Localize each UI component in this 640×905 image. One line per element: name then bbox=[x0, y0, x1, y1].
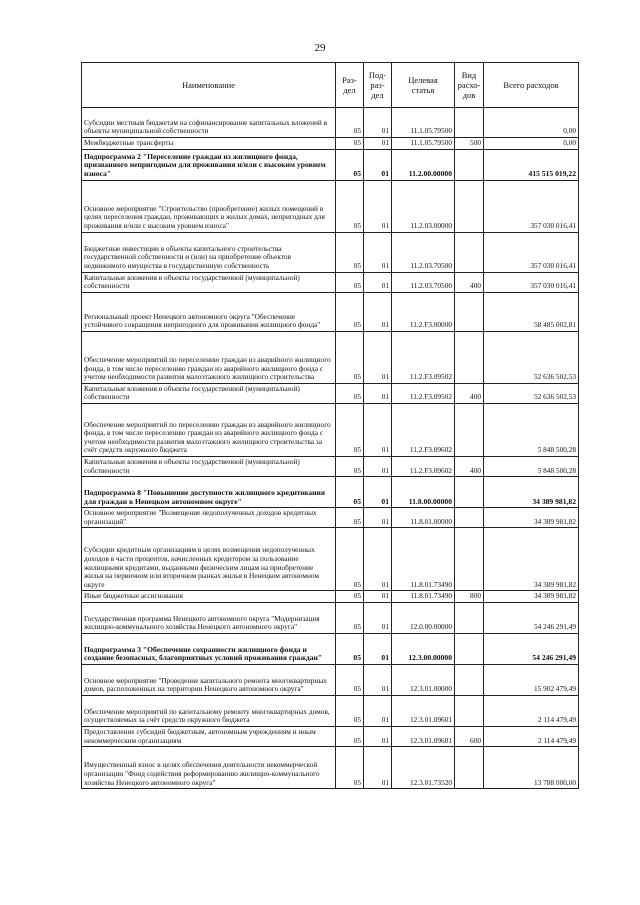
row-razdel-cell: 05 bbox=[336, 383, 364, 403]
row-razdel-cell: 05 bbox=[336, 403, 364, 456]
row-podrazdel-cell: 01 bbox=[364, 456, 392, 476]
row-celevaya-cell: 11.2.00.00000 bbox=[392, 149, 455, 180]
row-vid-cell: 400 bbox=[455, 272, 484, 292]
row-razdel-cell: 05 bbox=[336, 108, 364, 138]
row-name-cell: Региональный проект Ненецкого автономного округа "Обеспечение устойчивого сокращения непригодного для проживания жилищного фонда" bbox=[82, 292, 336, 331]
row-name-cell: Межбюджетные трансферты bbox=[82, 138, 336, 150]
row-name-cell: Капитальные вложения в объекты государственной (муниципальной) собственности bbox=[82, 383, 336, 403]
row-celevaya-cell: 11.2.F3.00000 bbox=[392, 292, 455, 331]
row-sum-cell: 54 246 291,49 bbox=[484, 602, 579, 633]
row-name-cell: Обеспечение мероприятий по переселению граждан из аварийного жилищного фонда, в том числе переселению граждан из аварийного жилищного фонда с учетом необходимости развития малоэтажного жилищного строительства bbox=[82, 331, 336, 383]
table-row bbox=[82, 726, 579, 746]
table-row bbox=[82, 180, 579, 232]
row-celevaya-cell: 12.3.01.00000 bbox=[392, 664, 455, 695]
row-podrazdel-cell: 01 bbox=[364, 747, 392, 789]
header-celevaya-statya: Целевая статья bbox=[392, 63, 455, 108]
row-celevaya-cell: 12.3.00.00000 bbox=[392, 633, 455, 664]
row-sum-cell: 52 636 502,53 bbox=[484, 383, 579, 403]
row-vid-cell bbox=[455, 180, 484, 232]
header-razdel: Раз- дел bbox=[336, 63, 364, 108]
row-razdel-cell: 05 bbox=[336, 232, 364, 272]
row-podrazdel-cell: 01 bbox=[364, 695, 392, 726]
row-name-cell: Основное мероприятие "Возмещение недополученных доходов кредитных организаций" bbox=[82, 508, 336, 528]
row-podrazdel-cell: 01 bbox=[364, 477, 392, 508]
row-podrazdel-cell: 01 bbox=[364, 591, 392, 603]
row-razdel-cell: 05 bbox=[336, 602, 364, 633]
row-sum-cell: 34 389 981,82 bbox=[484, 591, 579, 603]
row-vid-cell bbox=[455, 747, 484, 789]
row-name-cell: Обеспечение мероприятий по переселению граждан из аварийного жилищного фонда, в том числе переселению граждан из аварийного жилищного фонда с учетом необходимости развития малоэтажного жилищного строительства за счёт средств окружного бюджета bbox=[82, 403, 336, 456]
row-sum-cell: 415 515 019,22 bbox=[484, 149, 579, 180]
row-vid-cell bbox=[455, 528, 484, 591]
row-sum-cell: 54 246 291,49 bbox=[484, 633, 579, 664]
table-row bbox=[82, 108, 579, 138]
row-name-cell: Иные бюджетные ассигнования bbox=[82, 591, 336, 603]
table-row bbox=[82, 747, 579, 789]
table-row bbox=[82, 664, 579, 695]
row-podrazdel-cell: 01 bbox=[364, 180, 392, 232]
row-razdel-cell: 05 bbox=[336, 747, 364, 789]
row-podrazdel-cell: 01 bbox=[364, 292, 392, 331]
row-sum-cell: 2 114 479,49 bbox=[484, 695, 579, 726]
row-razdel-cell: 05 bbox=[336, 180, 364, 232]
row-vid-cell: 400 bbox=[455, 456, 484, 476]
row-vid-cell bbox=[455, 664, 484, 695]
table-row bbox=[82, 403, 579, 456]
row-sum-cell: 0,00 bbox=[484, 108, 579, 138]
row-celevaya-cell: 11.2.F3.09602 bbox=[392, 456, 455, 476]
row-podrazdel-cell: 01 bbox=[364, 528, 392, 591]
row-vid-cell bbox=[455, 331, 484, 383]
row-razdel-cell: 05 bbox=[336, 272, 364, 292]
row-name-cell: Капитальные вложения в объекты государственной (муниципальной) собственности bbox=[82, 272, 336, 292]
row-name-cell: Основное мероприятие "Строительство (приобретение) жилых помещений в целях переселения граждан, проживающих в жилых домах, непригодных для проживания и/или с высоким уровнем износа" bbox=[82, 180, 336, 232]
row-podrazdel-cell: 01 bbox=[364, 664, 392, 695]
row-sum-cell: 0,00 bbox=[484, 138, 579, 150]
row-vid-cell: 500 bbox=[455, 138, 484, 150]
table-row bbox=[82, 383, 579, 403]
row-sum-cell: 15 902 479,49 bbox=[484, 664, 579, 695]
row-razdel-cell: 05 bbox=[336, 664, 364, 695]
row-celevaya-cell: 11.8.01.00000 bbox=[392, 508, 455, 528]
table-row bbox=[82, 292, 579, 331]
table-row bbox=[82, 528, 579, 591]
row-celevaya-cell: 11.8.01.73490 bbox=[392, 591, 455, 603]
table-row bbox=[82, 331, 579, 383]
row-vid-cell bbox=[455, 695, 484, 726]
row-name-cell: Обеспечение мероприятий по капитальному ремонту многоквартирных домов, осуществляемых за счёт средств окружного бюджета bbox=[82, 695, 336, 726]
row-podrazdel-cell: 01 bbox=[364, 138, 392, 150]
row-vid-cell bbox=[455, 149, 484, 180]
row-name-cell: Капитальные вложения в объекты государственной (муниципальной) собственности bbox=[82, 456, 336, 476]
row-podrazdel-cell: 01 bbox=[364, 383, 392, 403]
table-row bbox=[82, 508, 579, 528]
row-razdel-cell: 05 bbox=[336, 633, 364, 664]
row-sum-cell: 58 485 002,81 bbox=[484, 292, 579, 331]
table-row bbox=[82, 138, 579, 150]
row-sum-cell: 357 030 016,41 bbox=[484, 272, 579, 292]
row-vid-cell bbox=[455, 477, 484, 508]
page-number: 29 bbox=[314, 42, 326, 54]
row-sum-cell: 34 389 981,82 bbox=[484, 508, 579, 528]
header-total: Всего расходов bbox=[484, 63, 579, 108]
header-podrazdel: Под- раз- дел bbox=[364, 63, 392, 108]
row-celevaya-cell: 11.2.F3.09602 bbox=[392, 403, 455, 456]
row-vid-cell: 800 bbox=[455, 591, 484, 603]
row-razdel-cell: 05 bbox=[336, 695, 364, 726]
row-celevaya-cell: 12.0.00.00000 bbox=[392, 602, 455, 633]
row-podrazdel-cell: 01 bbox=[364, 149, 392, 180]
row-vid-cell bbox=[455, 292, 484, 331]
row-vid-cell bbox=[455, 633, 484, 664]
row-name-cell: Бюджетные инвестиции в объекты капитального строительства государственной собственности и (или) на приобретение объектов недвижимого имущества в государственную собственность bbox=[82, 232, 336, 272]
table-row bbox=[82, 633, 579, 664]
row-razdel-cell: 05 bbox=[336, 508, 364, 528]
row-celevaya-cell: 12.3.01.09601 bbox=[392, 726, 455, 746]
row-vid-cell bbox=[455, 403, 484, 456]
table-row bbox=[82, 591, 579, 603]
row-sum-cell: 357 030 016,41 bbox=[484, 180, 579, 232]
row-podrazdel-cell: 01 bbox=[364, 602, 392, 633]
row-sum-cell: 357 030 016,41 bbox=[484, 232, 579, 272]
row-podrazdel-cell: 01 bbox=[364, 403, 392, 456]
row-razdel-cell: 05 bbox=[336, 138, 364, 150]
row-podrazdel-cell: 01 bbox=[364, 232, 392, 272]
row-celevaya-cell: 12.3.01.73520 bbox=[392, 747, 455, 789]
row-razdel-cell: 05 bbox=[336, 591, 364, 603]
header-vid-rashodov: Вид расхо- дов bbox=[455, 63, 484, 108]
row-celevaya-cell: 11.2.03.70500 bbox=[392, 232, 455, 272]
row-sum-cell: 5 848 500,28 bbox=[484, 456, 579, 476]
row-razdel-cell: 05 bbox=[336, 477, 364, 508]
row-podrazdel-cell: 01 bbox=[364, 726, 392, 746]
expenditure-table bbox=[81, 62, 579, 789]
row-vid-cell: 400 bbox=[455, 383, 484, 403]
table-row bbox=[82, 456, 579, 476]
row-name-cell: Субсидии местным бюджетам на софинансирование капитальных вложений в объекты муниципальной собственности bbox=[82, 108, 336, 138]
row-podrazdel-cell: 01 bbox=[364, 331, 392, 383]
row-celevaya-cell: 11.2.03.00000 bbox=[392, 180, 455, 232]
row-vid-cell bbox=[455, 602, 484, 633]
row-celevaya-cell: 11.8.01.73490 bbox=[392, 528, 455, 591]
row-razdel-cell: 05 bbox=[336, 528, 364, 591]
row-sum-cell: 52 636 502,53 bbox=[484, 331, 579, 383]
table-row bbox=[82, 149, 579, 180]
row-sum-cell: 34 389 981,82 bbox=[484, 477, 579, 508]
row-celevaya-cell: 11.8.00.00000 bbox=[392, 477, 455, 508]
row-podrazdel-cell: 01 bbox=[364, 633, 392, 664]
row-celevaya-cell: 11.1.05.79500 bbox=[392, 138, 455, 150]
row-name-cell: Подпрограмма 8 "Повышение доступности жилищного кредитования для граждан в Ненецком автономном округе" bbox=[82, 477, 336, 508]
row-razdel-cell: 05 bbox=[336, 726, 364, 746]
table-row bbox=[82, 232, 579, 272]
row-vid-cell: 600 bbox=[455, 726, 484, 746]
row-name-cell: Подпрограмма 3 "Обеспечение сохранности жилищного фонда и создание безопасных, благоприятных условий проживания граждан" bbox=[82, 633, 336, 664]
row-sum-cell: 34 389 981,82 bbox=[484, 528, 579, 591]
row-celevaya-cell: 11.2.F3.09502 bbox=[392, 383, 455, 403]
row-vid-cell bbox=[455, 232, 484, 272]
row-vid-cell bbox=[455, 108, 484, 138]
row-name-cell: Субсидии кредитным организациям в целях возмещения недополученных доходов в части процентов, начисленных кредитором за пользование жилищными кредитами, выданными физическим лицам на приобретение жилья на первичном или вторичном рынках жилья в Ненецком автономном округе bbox=[82, 528, 336, 591]
row-celevaya-cell: 11.1.05.79500 bbox=[392, 108, 455, 138]
table-row bbox=[82, 695, 579, 726]
table-row bbox=[82, 477, 579, 508]
row-razdel-cell: 05 bbox=[336, 331, 364, 383]
row-sum-cell: 5 848 500,28 bbox=[484, 403, 579, 456]
row-vid-cell bbox=[455, 508, 484, 528]
row-celevaya-cell: 12.3.01.09601 bbox=[392, 695, 455, 726]
row-name-cell: Государственная программа Ненецкого автономного округа "Модернизация жилищно-коммунального хозяйства Ненецкого автономного округа" bbox=[82, 602, 336, 633]
row-razdel-cell: 05 bbox=[336, 149, 364, 180]
row-name-cell: Предоставление субсидий бюджетным, автономным учреждениям и иным некоммерческим организациям bbox=[82, 726, 336, 746]
table-header-row bbox=[82, 63, 579, 108]
row-razdel-cell: 05 bbox=[336, 292, 364, 331]
row-name-cell: Имущественный взнос в целях обеспечения деятельности некоммерческой организации "Фонд содействия реформированию жилищно-коммунального хозяйства Ненецкого автономного округа" bbox=[82, 747, 336, 789]
table-row bbox=[82, 272, 579, 292]
row-sum-cell: 2 114 479,49 bbox=[484, 726, 579, 746]
row-sum-cell: 13 788 000,00 bbox=[484, 747, 579, 789]
row-podrazdel-cell: 01 bbox=[364, 508, 392, 528]
row-podrazdel-cell: 01 bbox=[364, 108, 392, 138]
row-name-cell: Основное мероприятие "Проведение капитального ремонта многоквартирных домов, расположенных на территории Ненецкого автономного округа" bbox=[82, 664, 336, 695]
row-celevaya-cell: 11.2.03.70500 bbox=[392, 272, 455, 292]
row-name-cell: Подпрограмма 2 "Переселение граждан из жилищного фонда, признанного непригодным для проживания и/или с высоким уровнем износа" bbox=[82, 149, 336, 180]
table-row bbox=[82, 602, 579, 633]
row-podrazdel-cell: 01 bbox=[364, 272, 392, 292]
header-name: Наименование bbox=[82, 63, 336, 108]
row-razdel-cell: 05 bbox=[336, 456, 364, 476]
row-celevaya-cell: 11.2.F3.09502 bbox=[392, 331, 455, 383]
